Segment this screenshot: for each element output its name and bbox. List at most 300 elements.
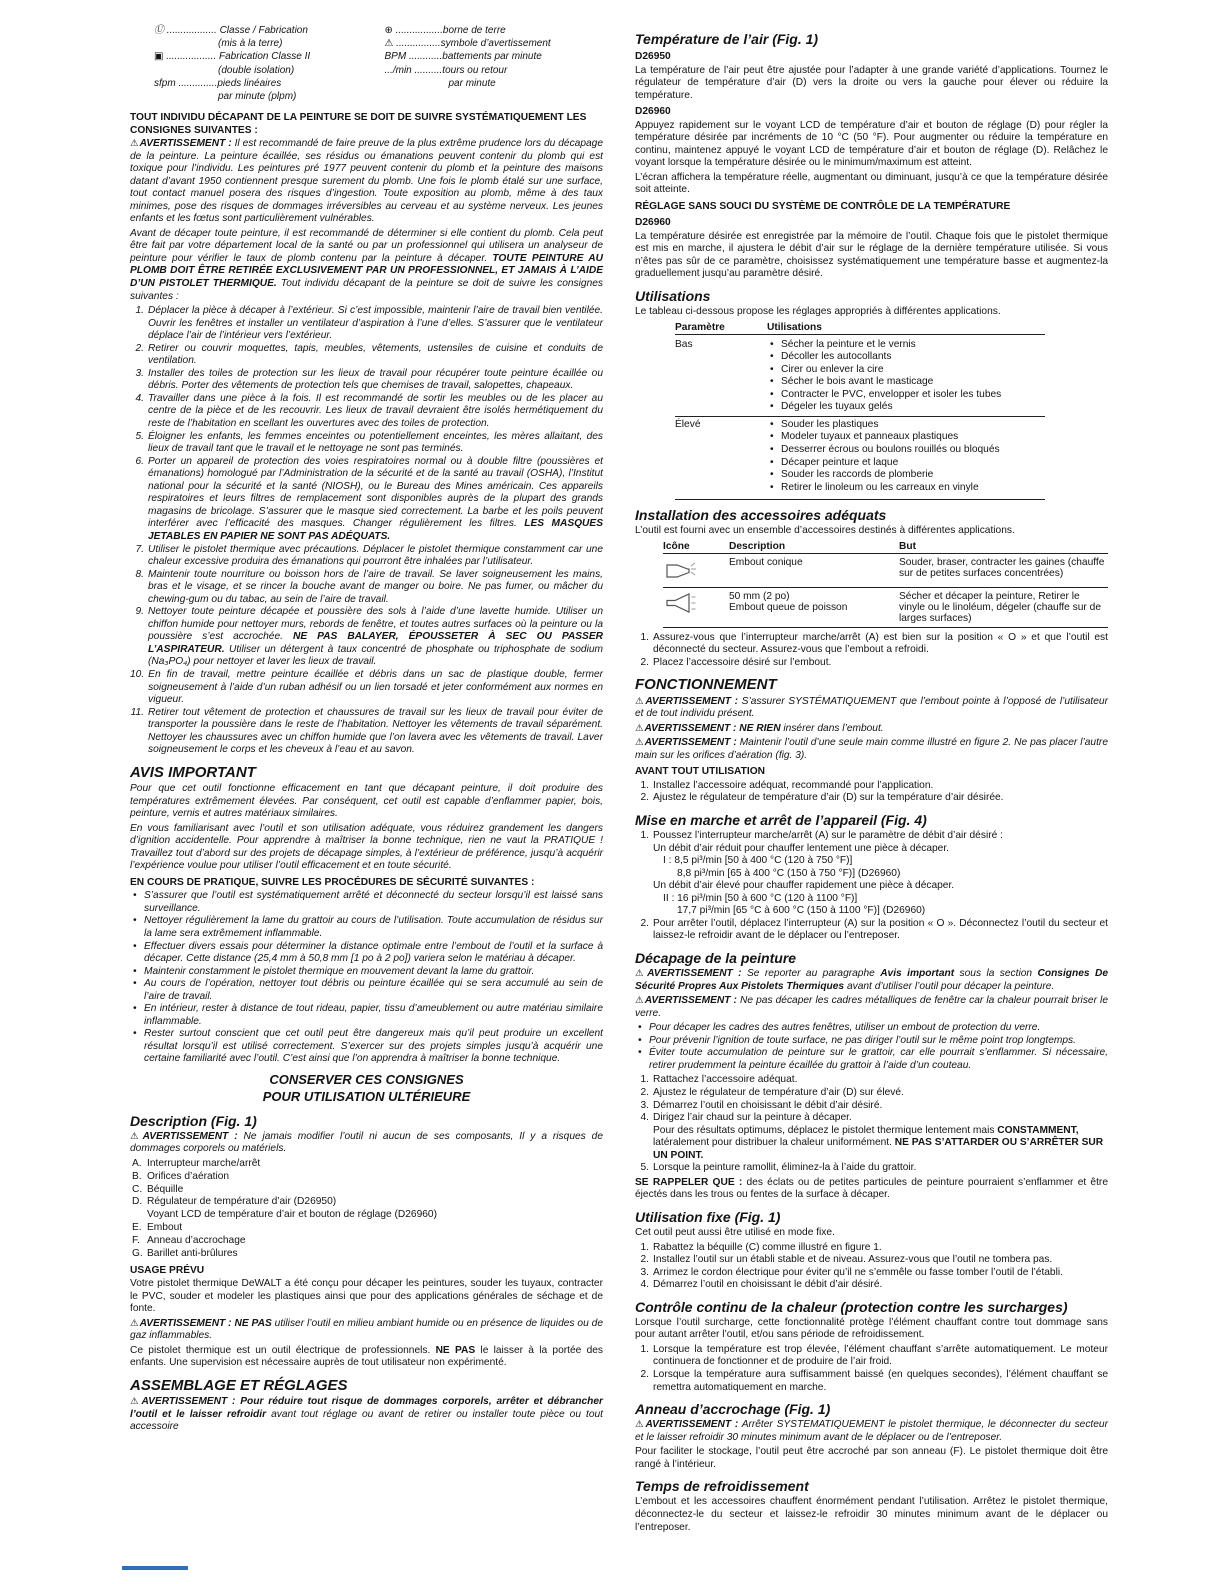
paragraph: Lorsque l’outil surcharge, cette fonctionnalité protège l’élément chauffant contre tout dommage sans pour autant arrêter l’outil, et/ou sans période de refroidissement. [635,1316,1108,1341]
list-item-text: Utiliser le pistolet thermique avec précautions. Déplacer le pistolet thermique constamment car une chaleur excessive produira des émanations qui pourront être inhalées par l’utilisateur. [148,543,603,568]
warning-icon: ⚠ [130,1130,142,1142]
list-item [635,632,1108,657]
list-item-text: Au cours de l’opération, nettoyer tout débris ou peinture écaillée qui se sera accumulé au sein de l’aire de travail. [144,978,603,1002]
bullet-icon: • [770,431,774,443]
banner-line: CONSERVER CES CONSIGNES [269,1071,464,1087]
warning-paragraph: ⚠AVERTISSEMENT : Se reporter au paragraphe Avis important sous la section Consignes De Sécurité Propres Aux Pistolets Thermiques avant d’utiliser l’outil pour décaper la peinture. [635,968,1108,992]
uses-header-param: Paramètre [675,321,725,333]
list-item [130,978,603,1003]
warning-paragraph: ⚠AVERTISSEMENT : Arrêter SYSTEMATIQUEMENT le pistolet thermique, le déconnecter du secteur et le laisser refroidir 30 minutes minimum avant de le déplacer ou de l’entreposer. [635,1419,1108,1443]
paragraph: Ce pistolet thermique est un outil électrique de professionnels. NE PAS le laisser à la portée des enfants. Une supervision est nécessaire auprès de tout utilisateur non expérimenté. [130,1344,603,1369]
list-item-text: Poussez l’interrupteur marche/arrêt (A) sur le paramètre de débit d’air désiré : Un débit d’air réduit pour chauffer lentement une pièce à décaper. I : 8,5 pi³/min [50 à 400 °C (120 à 750 °F)] 8,8 pi³/min [65 à 400 °C (150 à 750 °F)] (D26960) Un débit d’air élevé pour chauffer rapidement une pièce à décaper. II : 16 pi³/min [50 à 600 °C (120 à 1100 °F)] 17,7 pi³/min [65 °C à 600 °C (150 à 1100 °F)] (D26960) [653,830,1108,918]
accessory-purpose: Souder, braser, contracter les gaines (chauffe sur de petites surfaces concentrées) [899,556,1105,579]
list-item-text: Pour prévenir l’ignition de toute surface, ne pas diriger l’outil sur le même point trop longtemps. [649,1034,1076,1046]
warning-icon: ⚠ [635,995,644,1007]
list-item-text: Déplacer la pièce à décaper à l’extérieur. Si c’est impossible, maintenir l’aire de travail bien ventilée. Ouvrir les fenêtres et installer un ventilateur d’aspiration à l’une d’elles. S’assurer que le ventilateur déplace l’air de l’intérieur vers l’extérieur. [148,305,603,342]
list-item [635,1100,1108,1113]
bullet-icon: • [133,978,137,990]
list-item-text: Dirigez l’air chaud sur la peinture à décaper. Pour des résultats optimums, déplacez le pistolet thermique lentement mais CONSTAMMENT, latéralement pour distribuer la chaleur uniformément. NE PAS S’ATTARDER OU S’ARRÊTER SUR UN POINT. [653,1112,1108,1162]
cone-nozzle-icon [663,557,697,584]
legend-entry [154,77,373,103]
list-number: 2. [640,917,649,929]
uses-item-text: Modeler tuyaux et panneaux plastiques [781,431,959,443]
list-item-text: Démarrez l’outil en choisissant le débit d’air désiré. [653,1279,883,1291]
list-subline: I : 8,5 pi³/min [50 à 400 °C (120 à 750 °F)] [663,855,853,867]
list-item-text: Éloigner les enfants, les femmes enceintes ou potentiellement enceintes, les mères allaitant, des lieux de travail tant que le travail et le nettoyage ne sont pas terminés. [148,430,603,455]
uses-item-text: Sécher le bois avant le masticage [781,376,934,388]
right-column [635,24,1108,1536]
list-item-text: Installez l’accessoire adéquat, recommandé pour l’application. [653,779,934,791]
list-item-text: Rattachez l’accessoire adéquat. [653,1074,798,1086]
parts-list [130,1158,603,1261]
list-item-text: Lorsque la température aura suffisamment baissé (en quelques secondes), l’élément chauffant se remettra automatiquement en marche. [653,1369,1108,1393]
legend-entry [385,64,604,90]
warning-paragraph: ⚠AVERTISSEMENT : Ne jamais modifier l’outil ni aucun de ses composants, Il y a risques de dommages corporels ou matériels. [130,1130,603,1155]
list-item-text: Rester surtout conscient que cet outil peut être dangereux mais qu’il peut produire un excellent résultat lorsqu’il est utilisé correctement. S’exercer sur des projets simples jusqu’à acquérir une certaine familiarité avec l’outil. C’est ainsi que l’on apprendra à maîtriser la bonne technique. [144,1028,603,1065]
uses-item [767,444,1045,457]
accessory-description-line: Embout queue de poisson [729,601,848,613]
list-item-text: Pour décaper les cadres des autres fenêtres, utiliser un embout de protection du verre. [649,1022,1041,1034]
section-heading: Anneau d’accrochage (Fig. 1) [635,1401,831,1418]
list-item-text: Nettoyer toute peinture décapée et poussière des sols à l’aide d’une lavette humide. Utiliser un chiffon humide pour nettoyer murs, rebords de fenêtre, et toutes autres surfaces où la peinture ou la poussière s’est accrochée. NE PAS BALAYER, ÉPOUSSETER À SEC OU PASSER L’ASPIRATEUR. Utiliser un détergent à taux concentré de phosphate ou triphosphate de sodium (Na₃PO₄) pour nettoyer et laver les lieux de travail. [148,606,603,668]
section-heading: Installation des accessoires adéquats [635,507,887,524]
list-subline: II : 16 pi³/min [50 à 600 °C (120 à 1100 °F)] [663,892,858,904]
bullet-icon: • [133,965,137,977]
accessory-icon-cell [663,557,729,584]
list-number: 4. [640,1279,649,1291]
list-item-text: Retirer ou couvrir moquettes, tapis, meubles, vêtements, ustensiles de cuisine et conduits de ventilation. [148,342,603,367]
bullet-icon: • [770,418,774,430]
legend-entry [385,24,604,37]
uses-item-text: Décoller les autocollants [781,351,892,363]
section-heading: FONCTIONNEMENT [635,676,777,694]
list-number: 6. [135,455,144,467]
uses-param: Bas [675,338,693,350]
part-name: Orifices d’aération [147,1170,230,1182]
uses-item [767,457,1045,470]
symbol-legend [130,24,603,103]
list-number: 2. [640,656,649,668]
list-number: 5. [640,1162,649,1174]
bullet-icon: • [770,481,774,493]
list-number: 9. [135,606,144,618]
part-name: Anneau d’accrochage [147,1235,246,1246]
list-item-text: Arrimez le cordon électrique pour éviter qu’il ne s’emmêle ou fasse tomber l’outil de l’établi. [653,1266,1063,1278]
legend-text-continuation: par minute [448,77,496,89]
uses-param: Élevé [675,418,701,430]
list-number: 10. [130,668,145,680]
list-item-text: Pour arrêter l’outil, déplacez l’interrupteur (A) sur la position « O ». Déconnectez l’outil du secteur et laissez-le refroidir avant de le déplacer ou l’entreposer. [653,917,1108,942]
section-heading: Description (Fig. 1) [130,1112,257,1129]
uses-header-uses: Utilisations [767,321,822,333]
list-item [635,1344,1108,1369]
accessories-table-row [663,587,1108,627]
bulleted-list [635,1022,1108,1072]
sub-heading: D26950 [635,51,671,63]
list-item [635,792,1108,805]
list-item [130,915,603,940]
list-number: 1. [135,305,144,317]
list-item-text: Retirer tout vêtement de protection et chaussures de travail sur les lieux de travail pour éviter de transporter la poussière dans le reste de l’habitation. Nettoyer les vêtements de travail séparément. Nettoyer les chaussures avec un chiffon humide que l’on lavera avec les vêtements de travail. Laver soigneusement le corps et les cheveux à l’eau et au savon. [148,706,603,756]
paragraph: La température désirée est enregistrée par la mémoire de l’outil. Chaque fois que le pistolet thermique est mis en marche, il ajustera le débit d’air sur le réglage de la dernière température utilisée. Si vous n’êtes pas sûr de ce paramètre, choisissez systématiquement une température basse et augmentez-la graduellement jusqu’au paramètre désiré. [635,230,1108,280]
bullet-icon: • [770,363,774,375]
list-item-text: Ajustez le régulateur de température d’air (D) sur la température d’air désirée. [653,792,1004,804]
list-subline: Un débit d’air élevé pour chauffer rapidement une pièce à décaper. [653,880,955,892]
sub-heading: D26960 [635,106,671,118]
bullet-icon: • [133,940,137,952]
list-item [130,966,603,979]
list-item [635,1267,1108,1280]
paragraph: Le tableau ci-dessous propose les réglages appropriés à différentes applications. [635,306,1001,318]
part-letter: C. [132,1183,143,1195]
warning-paragraph: ⚠AVERTISSEMENT : Maintenir l’outil d’une seule main comme illustré en figure 2. Ne pas placer l’autre main sur les orifices d’aération (fig. 3). [635,737,1108,761]
list-item-text: Installer des toiles de protection sur les lieux de travail pour récupérer toute peinture écaillée ou débris. Porter des vêtements de protection tels que chemises de travail, salopettes, chapeaux. [148,367,603,392]
list-item-text: Maintenir constamment le pistolet thermique en mouvement devant la lame du grattoir. [144,965,535,977]
uses-item [767,364,1045,377]
uses-item [767,401,1045,414]
list-number: 7. [135,543,144,555]
list-item [130,368,603,393]
fishtail-nozzle-icon [663,591,697,618]
uses-item-text: Souder les plastiques [781,418,879,430]
ordered-list [635,1344,1108,1394]
legend-text: Ⓤ .................. Classe / Fabrication [154,25,308,36]
section-heading: Utilisations [635,287,711,304]
part-name: Béquille [147,1183,184,1195]
part-item [130,1171,603,1184]
list-item-text: Lorsque la température est trop élevée, l’élément chauffant s’arrête automatiquement. Le moteur continuera de fonctionner et de produire de l’air froid. [653,1343,1108,1368]
uses-item [767,351,1045,364]
legend-text: ⊕ .................borne de terre [384,25,506,36]
paragraph: L’embout et les accessoires chauffent énormément pendant l’utilisation. Arrêtez le pistolet thermique, déconnectez-le du secteur et laissez-le refroidir 30 minutes minimum avant de le déplacer ou l’entreposer. [635,1496,1108,1533]
list-item [130,544,603,569]
section-heading: Temps de refroidissement [635,1478,809,1495]
sub-heading: TOUT INDIVIDU DÉCAPANT DE LA PEINTURE SE DOIT DE SUIVRE SYSTÉMATIQUEMENT LES CONSIGNES SUIVANTES : [130,112,587,136]
bullet-icon: • [770,443,774,455]
sub-heading: USAGE PRÉVU [130,1264,205,1276]
part-item [130,1184,603,1197]
paragraph: La température de l’air peut être ajustée pour l’adapter à une grande variété d’applications. Tournez le régulateur de température d’air (D) vers la droite ou vers la gauche pour élever ou réduire la température. [635,64,1108,101]
list-item [635,1087,1108,1100]
part-letter: B. [132,1170,142,1182]
warning-paragraph: ⚠AVERTISSEMENT : Ne pas décaper les cadres métalliques de fenêtre car la chaleur pourrait briser le verre. [635,995,1108,1019]
part-letter: F. [132,1235,140,1246]
bulleted-list [130,890,603,1066]
bullet-icon: • [770,351,774,363]
uses-item-text: Retirer le linoleum ou les carreaux en vinyle [781,481,979,493]
list-item [635,1254,1108,1267]
list-item [635,1369,1108,1394]
list-item [130,456,603,544]
list-item [130,606,603,669]
warning-paragraph: ⚠AVERTISSEMENT : S’assurer SYSTÉMATIQUEMENT que l’embout pointe à l’opposé de l’utilisateur et de tout individu présent. [635,695,1108,720]
left-column [130,24,603,1536]
uses-table-header [675,322,1045,335]
list-item [130,569,603,607]
list-number: 1. [640,830,649,842]
uses-item [767,431,1045,444]
accessory-description [729,557,899,584]
legend-text: ▣ .................. Fabrication Classe II [154,51,311,63]
list-number: 1. [640,1074,649,1086]
accessories-table-header [663,541,1108,554]
list-item [635,1022,1108,1035]
warning-paragraph: ⚠AVERTISSEMENT : Pour réduire tout risque de dommages corporels, arrêter et débrancher l’outil et le laisser refroidir avant tout réglage ou avant de retirer ou installer toute pièce ou tout accessoire [130,1396,604,1433]
accessories-header-1: Description [729,540,786,552]
uses-table [675,322,1045,501]
uses-item [767,339,1045,352]
list-item [130,305,603,343]
list-item [635,780,1108,793]
ordered-list [635,780,1108,805]
paragraph: Pour que cet outil fonctionne efficacement en tant que décapant peinture, il doit produire des températures extrêmement élevées. Par conséquent, cet outil est capable d’enflammer papier, bois, peinture, vernis et autres matériaux similaires. [130,783,603,820]
legend-text: .../min ..........tours ou retour [384,64,508,76]
accessory-purpose: Sécher et décaper la peinture, Retirer le vinyle ou le linoléum, dégeler (chauffe sur de larges surfaces) [899,590,1101,624]
part-name: Régulateur de température d’air (D26950) Voyant LCD de température d’air et bouton de réglage (D26960) [147,1196,603,1222]
list-subline: Pour des résultats optimums, déplacez le pistolet thermique lentement mais CONSTAMMENT, latéralement pour distribuer la chaleur uniformément. NE PAS S’ATTARDER OU S’ARRÊTER SUR UN POINT. [653,1124,1104,1161]
paragraph: SE RAPPELER QUE : des éclats ou de petites particules de peinture pourraient s’enflammer et être éjectés dans les trous ou fentes de la surface à décaper. [635,1176,1108,1201]
list-item-text: Porter un appareil de protection des voies respiratoires normal ou à double filtre (poussières et émanations) homologué par l’Administration de la sécurité et de la santé au travail (OSHA), l’Institut national pour la sécurité et la santé (NIOSH), ou le Bureau des Mines américain. Ces appareils respiratoires et leurs filtres de remplacement sont disponibles auprès de la plupart des grands magasins de bricolage. S’assurer que le masque sied correctement. La barbe et les poils peuvent interférer avec l’efficacité des masques. Changer régulièrement les filtres. LES MASQUES JETABLES EN PAPIER NE SONT PAS ADÉQUATS. [148,455,604,542]
legend-text-continuation: (mis à la terre) [218,38,283,50]
list-number: 1. [640,631,649,643]
list-item [635,1035,1108,1048]
list-item-text: Installez l’outil sur un établi stable et de niveau. Assurez-vous que l’outil ne tombera pas. [653,1254,1053,1266]
list-item-text: Rabattez la béquille (C) comme illustré en figure 1. [653,1241,882,1253]
list-number: 4. [640,1112,649,1124]
ordered-list [635,830,1108,943]
list-number: 2. [640,1369,649,1381]
list-item [130,890,603,915]
uses-item-text: Décaper peinture et laque [781,456,899,468]
ordered-list [635,632,1108,670]
legend-entry [154,24,373,50]
legend-text-continuation: (double isolation) [218,64,295,76]
section-heading: Décapage de la peinture [635,949,797,966]
list-item [635,1279,1108,1292]
list-item [635,1074,1108,1087]
warning-icon: ⚠ [130,1396,141,1408]
sub-heading: RÉGLAGE SANS SOUCI DU SYSTÈME DE CONTRÔLE DE LA TEMPÉRATURE [635,200,1011,212]
sub-heading: AVANT TOUT UTILISATION [635,766,765,778]
legend-text: ⚠ ................symbole d’avertissement [384,38,551,50]
accessory-description-line: Embout conique [729,556,803,568]
warning-icon: ⚠ [130,138,139,149]
bullet-icon: • [770,376,774,388]
part-letter: A. [132,1157,142,1169]
accessory-description [729,591,899,624]
paragraph: En vous familiarisant avec l’outil et son utilisation adéquate, vous réduirez grandement les dangers d’ignition accidentelle. Pour apprendre à maîtriser la bonne technique, rien ne vaut la PRATIQUE ! Travaillez tout d’abord sur des projets de décapage simples, à l’extérieur de préférence, jusqu’à acquérir l’expérience voulue pour utiliser l’outil efficacement et en toute sécurité. [130,822,603,872]
uses-item-text: Contracter le PVC, envelopper et isoler les tubes [781,388,1002,400]
accessory-description-line: 50 mm (2 po) [729,590,790,602]
legend-text: sfpm ..............pieds linéaires [154,77,282,89]
warning-icon: ⚠ [635,1419,645,1431]
paragraph: L’outil est fourni avec un ensemble d’accessoires destinés à différentes applications. [635,525,1015,537]
part-item [130,1248,603,1261]
accessories-table-row [663,554,1108,587]
list-item-text: Ajustez le régulateur de température d’air (D) sur élevé. [653,1086,904,1098]
uses-item-text: Sécher la peinture et le vernis [781,338,916,350]
list-item-text: Démarrez l’outil en choisissant le débit d’air désiré. [653,1099,883,1111]
ordered-list [635,1074,1108,1174]
list-number: 8. [135,568,144,580]
uses-item [767,469,1045,482]
list-item-text: Maintenir toute nourriture ou boisson hors de l’aire de travail. Se laver soigneusement les mains, bras et le visage, et se rincer la bouche avant de manger ou boire. Ne pas fumer, ou mâcher du chewing-gum ou du tabac, au sein de l’aire de travail. [148,568,603,605]
section-heading: Contrôle continu de la chaleur (protection contre les surcharges) [635,1298,1068,1315]
list-item-text: Placez l’accessoire désiré sur l’embout. [653,656,832,668]
bullet-icon: • [770,388,774,400]
legend-entry [385,50,604,63]
paragraph: Avant de décaper toute peinture, il est recommandé de déterminer si elle contient du plomb. Cela peut être fait par votre département local de la santé ou par un professionnel qui utilisera un analyseur de peinture pour vérifier le taux de plomb contenu par la peinture à décaper. TOUTE PEINTURE AU PLOMB DOIT ÊTRE RETIRÉE EXCLUSIVEMENT PAR UN PROFESSIONNEL, ET JAMAIS À L’AIDE D’UN PISTOLET THERMIQUE. Tout individu décapant de la peinture se doit de suivre les consignes suivantes : [130,227,603,302]
paragraph: Votre pistolet thermique DeWALT a été conçu pour décaper les peintures, souder les tuyaux, contracter le PVC, souder et modeler les plastiques ainsi que pour des applications générales de séchage et de fonte. [130,1278,603,1315]
uses-items [767,339,1045,414]
accessory-icon-cell [663,591,729,624]
uses-item-text: Souder les raccords de plomberie [781,469,934,481]
bullet-icon: • [638,1034,642,1046]
sub-heading: EN COURS DE PRATIQUE, SUIVRE LES PROCÉDURES DE SÉCURITÉ SUIVANTES : [130,876,535,888]
uses-table-row [675,337,1045,416]
list-number: 3. [640,1099,649,1111]
warning-paragraph: ⚠AVERTISSEMENT : NE PAS utiliser l’outil en milieu ambiant humide ou en présence de liquides ou de gaz inflammables. [130,1317,603,1342]
bullet-icon: • [133,1028,137,1040]
list-item-text: Lorsque la peinture ramollit, éliminez-la à l’aide du grattoir. [653,1162,917,1174]
legend-left-column [154,24,373,103]
legend-text-continuation: par minute (plpm) [218,90,297,102]
bullet-icon: • [638,1022,642,1034]
list-item-text: Nettoyer régulièrement la lame du grattoir au cours de l’utilisation. Toute accumulation de résidus sur la lame sera extrêmement inflammable. [144,915,603,939]
paragraph: L’écran affichera la température réelle, augmentant ou diminuant, jusqu’à ce que la température désirée soit atteinte. [635,171,1108,196]
warning-icon: ⚠ [635,695,645,707]
list-item [635,918,1108,943]
uses-items [767,419,1045,494]
list-item [130,431,603,456]
list-number: 2. [135,342,144,354]
list-item [635,1047,1108,1072]
warning-icon: ⚠ [130,1317,139,1329]
two-column-layout [130,24,1108,1536]
warning-icon: ⚠ [635,722,644,734]
part-letter: D. [132,1196,143,1208]
list-item [130,941,603,966]
list-item-text: Éviter toute accumulation de peinture sur le grattoir, car elle pourrait s’enflammer. Si nécessaire, retirer prudemment la peinture écaillée du grattoir à l’aide d’un couteau. [649,1047,1108,1071]
list-item [130,1028,603,1066]
list-item-text: Travailler dans une pièce à la fois. Il est recommandé de sortir les meubles ou de les placer au centre de la pièce et de les recouvrir. Les lieux de travail devraient être isolés hermétiquement du reste de l’habitation en scellant les ouvertures avec des toiles de protection. [148,392,603,430]
list-item [130,1003,603,1028]
warning-paragraph: ⚠AVERTISSEMENT : Il est recommandé de faire preuve de la plus extrême prudence lors du décapage de la peinture. La peinture écaillée, ses résidus ou émanations peuvent contenir du plomb qui est toxique pour l’individu. Les peintures pré 1977 peuvent contenir du plomb et la peinture des maisons datant d’avant 1950 contiennent presque surement du plomb. Une fois le plomb étalé sur une surface, tout contact manuel posera des risques d’ingestion. Toute exposition au plomb, même à des taux minimes, pose des risques de dommages irréversibles au cerveau et au système nerveux. Les jeunes enfants et les fœtus sont particulièrement vulnérables. [130,138,603,225]
section-heading: Utilisation fixe (Fig. 1) [635,1208,781,1225]
part-letter: E. [132,1222,142,1234]
bullet-icon: • [638,1047,642,1059]
list-number: 4. [135,392,144,404]
bullet-icon: • [133,915,137,927]
legend-right-column [385,24,604,103]
uses-item [767,482,1045,495]
bullet-icon: • [770,401,774,413]
part-item [130,1222,603,1235]
bullet-icon: • [770,338,774,350]
section-heading: Mise en marche et arrêt de l’appareil (Fig. 4) [635,811,927,828]
uses-item [767,419,1045,432]
list-number: 2. [640,1254,649,1266]
list-item [130,707,603,757]
warning-icon: ⚠ [635,737,644,749]
list-number: 5. [135,430,144,442]
legend-entry [154,50,373,76]
list-item [635,1112,1108,1162]
list-subline: 17,7 pi³/min [65 °C à 600 °C (150 à 1100 °F)] (D26960) [677,905,926,917]
print-registration-mark [122,1566,188,1570]
list-number: 3. [640,1266,649,1278]
list-item [635,830,1108,918]
accessories-table [663,541,1108,628]
bullet-icon: • [133,1003,137,1015]
list-item [635,1162,1108,1175]
part-name: Barillet anti-brûlures [147,1247,238,1259]
list-item-text: En fin de travail, mettre peinture écaillée et débris dans un sac de plastique double, fermer soigneusement à l’aide d’un ruban adhésif ou un lien torsadé et jeter conformément aux normes en vigueur. [148,668,603,706]
ordered-list [635,1242,1108,1292]
accessories-header-2: But [899,540,916,552]
ordered-list [130,305,603,757]
list-item [635,1242,1108,1255]
list-subline: Un débit d’air réduit pour chauffer lentement une pièce à décaper. [653,842,950,854]
list-subline: 8,8 pi³/min [65 à 400 °C (150 à 750 °F)] (D26960) [677,867,901,879]
accessories-header-0: Icône [663,540,690,552]
bullet-icon: • [770,456,774,468]
section-heading: ASSEMBLAGE ET RÉGLAGES [130,1376,348,1394]
list-number: 3. [135,367,144,379]
list-number: 1. [640,1343,649,1355]
paragraph: Appuyez rapidement sur le voyant LCD de température d’air et bouton de réglage (D) pour régler la température désirée par incréments de 10 °C (50 °F). Pour augmenter ou réduire la température en continu, maintenez appuyé le voyant LCD de température d’air et bouton de réglage (D). Relâchez le voyant lorsque la température désirée ou le minimum/maximum est atteint. [635,119,1108,169]
uses-item-text: Dégeler les tuyaux gelés [781,401,893,413]
list-item-text: En intérieur, rester à distance de tout rideau, papier, tissu d’ameublement ou autre matériau similaire inflammable. [144,1003,603,1027]
uses-table-row [675,416,1045,496]
save-instructions-banner [130,1072,603,1106]
part-letter: G. [132,1247,143,1259]
uses-item-text: Cirer ou enlever la cire [781,363,884,375]
list-item [130,669,603,707]
part-subtext: Voyant LCD de température d’air et bouton de réglage (D26960) [147,1209,437,1221]
banner-line: POUR UTILISATION ULTÉRIEURE [262,1088,471,1104]
section-heading: AVIS IMPORTANT [130,763,256,781]
bullet-icon: • [770,469,774,481]
uses-item [767,376,1045,389]
list-number: 11. [130,706,144,718]
part-name: Embout [147,1222,183,1234]
legend-text: BPM ............battements par minute [384,51,542,63]
list-item-text: S’assurer que l’outil est systématiquement arrêté et déconnecté du secteur lorsqu’il est laissé sans surveillance. [144,890,603,914]
list-number: 1. [640,779,649,791]
list-item [130,393,603,431]
list-item-text: Effectuer divers essais pour déterminer la distance optimale entre l’embout de l’outil et la surface à décaper. Cette distance (25,4 mm à 50,8 mm [1 po à 2 po]) variera selon le matériau à décaper. [144,940,603,965]
part-item [130,1158,603,1171]
uses-item-text: Desserrer écrous ou boulons rouillés ou bloqués [781,443,1000,455]
section-heading: Température de l’air (Fig. 1) [635,31,819,47]
part-name: Interrupteur marche/arrêt [147,1157,261,1169]
paragraph: Pour faciliter le stockage, l’outil peut être accroché par son anneau (F). Le pistolet thermique doit être rangé à l’intérieur. [635,1446,1108,1470]
bullet-icon: • [133,890,137,902]
list-number: 2. [640,792,649,804]
legend-entry [385,37,604,50]
list-number: 2. [640,1086,649,1098]
sub-heading: D26960 [635,217,671,229]
uses-item [767,389,1045,402]
warning-icon: ⚠ [635,968,647,980]
part-item [130,1235,603,1248]
part-item [130,1196,603,1222]
list-item [130,343,603,368]
list-item-text: Assurez-vous que l’interrupteur marche/arrêt (A) est bien sur la position « O » et que l’outil est déconnecté du secteur. Assurez-vous que l’embout a refroidi. [653,631,1108,656]
list-number: 1. [640,1241,649,1253]
list-item [635,657,1108,670]
